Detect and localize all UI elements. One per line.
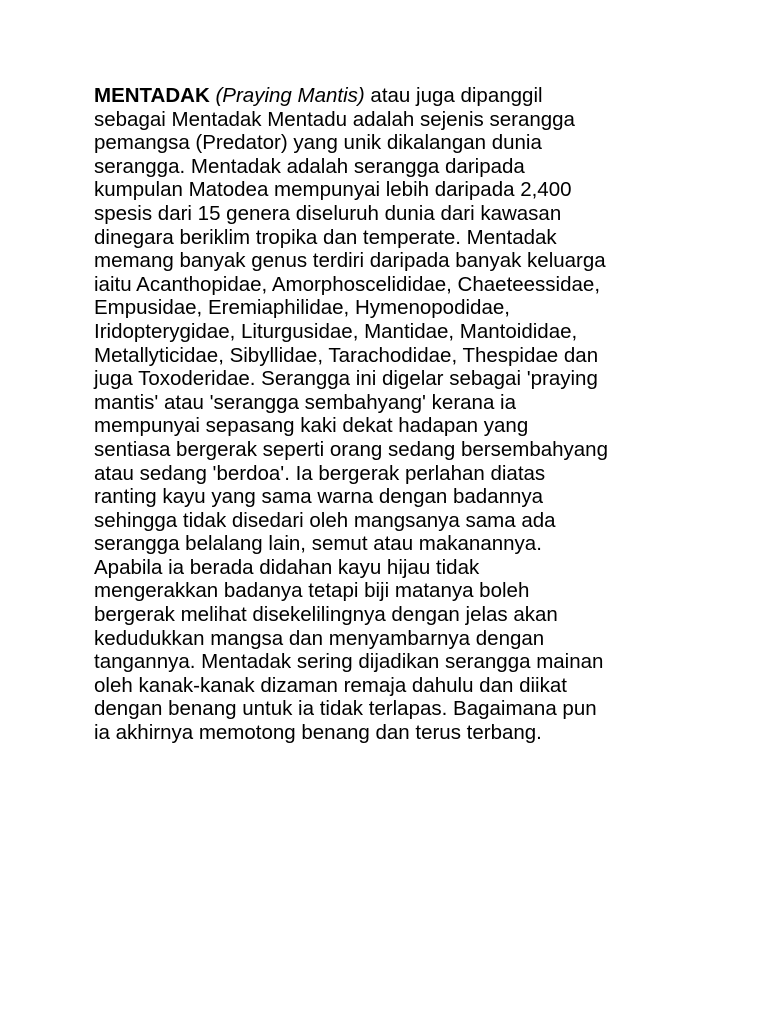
text-line: pemangsa (Predator) yang unik dikalangan dunia (94, 131, 542, 155)
text-line: kumpulan Matodea mempunyai lebih daripada 2,400 (94, 178, 572, 202)
text-line: sehingga tidak disedari oleh mangsanya sama ada (94, 508, 556, 532)
body-paragraph (94, 84, 694, 745)
text-line: tangannya. Mentadak sering dijadikan serangga mainan (94, 650, 604, 674)
text-line: memang banyak genus terdiri daripada banyak keluarga (94, 249, 606, 273)
text-line: ranting kayu yang sama warna dengan badannya (94, 485, 544, 509)
text-line (94, 84, 694, 108)
text-line: Iridopterygidae, Liturgusidae, Mantidae, Mantoididae, (94, 319, 578, 343)
text-line: oleh kanak-kanak dizaman remaja dahulu dan diikat (94, 673, 567, 697)
text-line: Apabila ia berada didahan kayu hijau tidak (94, 555, 480, 579)
text-line: Empusidae, Eremiaphilidae, Hymenopodidae, (94, 296, 510, 320)
text-line: spesis dari 15 genera diseluruh dunia dari kawasan (94, 201, 562, 225)
text-line: juga Toxoderidae. Serangga ini digelar sebagai 'praying (94, 367, 598, 391)
text-line: dinegara beriklim tropika dan temperate. Mentadak (94, 225, 557, 249)
text-line: atau sedang 'berdoa'. Ia bergerak perlahan diatas (94, 461, 546, 485)
text-line: dengan benang untuk ia tidak terlapas. Bagaimana pun (94, 697, 597, 721)
term-heading: MENTADAK (94, 84, 210, 107)
text-line: kedudukkan mangsa dan menyambarnya dengan (94, 626, 545, 650)
text-line: ia akhirnya memotong benang dan terus terbang. (94, 721, 542, 745)
text-line: sebagai Mentadak Mentadu adalah sejenis serangga (94, 107, 575, 131)
text-line: serangga belalang lain, semut atau makanannya. (94, 532, 542, 556)
text-line: bergerak melihat disekelilingnya dengan jelas akan (94, 603, 558, 627)
text-line-fragment: atau juga dipanggil (364, 84, 543, 107)
text-line: mempunyai sepasang kaki dekat hadapan yang (94, 414, 529, 438)
text-line: sentiasa bergerak seperti orang sedang bersembahyang (94, 437, 608, 461)
text-line: iaitu Acanthopidae, Amorphoscelididae, Chaeteessidae, (94, 272, 601, 296)
text-line: mantis' atau 'serangga sembahyang' kerana ia (94, 390, 517, 414)
text-line: serangga. Mentadak adalah serangga daripada (94, 154, 525, 178)
text-line: mengerakkan badanya tetapi biji matanya boleh (94, 579, 530, 603)
text-line: Metallyticidae, Sibyllidae, Tarachodidae, Thespidae dan (94, 343, 599, 367)
term-english: (Praying Mantis) (215, 84, 365, 107)
